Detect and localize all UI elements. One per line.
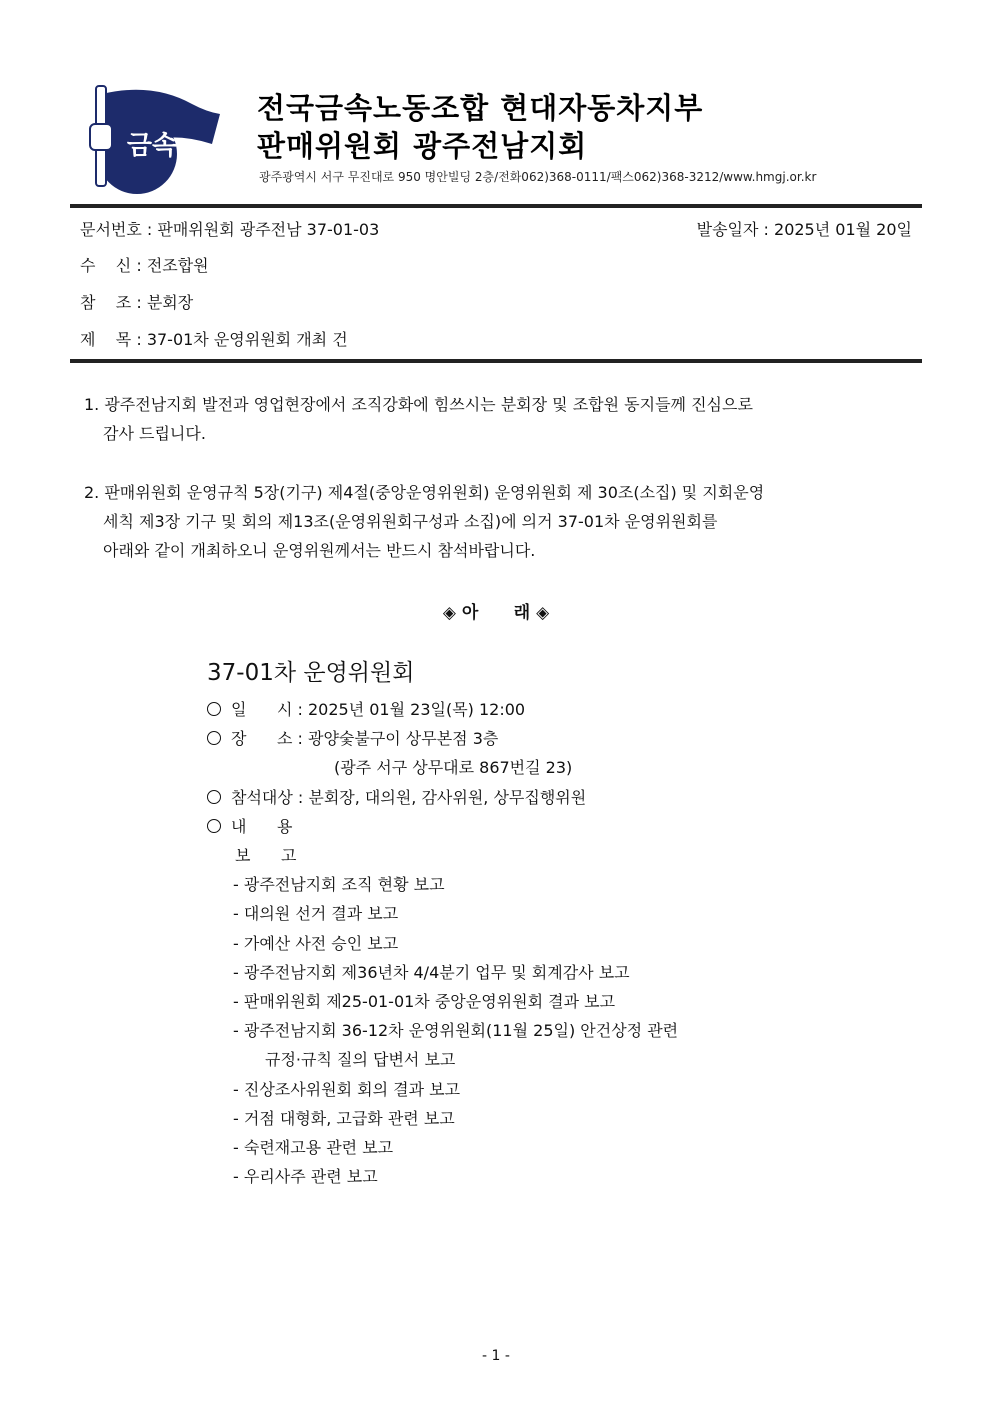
report-item: - 숙련재고용 관련 보고 xyxy=(233,1138,394,1157)
org-name-line1: 전국금속노동조합 현대자동차지부 xyxy=(257,91,704,125)
meeting-title: 37-01차 운영위원회 xyxy=(207,660,415,686)
report-item: - 거점 대형화, 고급화 관련 보고 xyxy=(233,1109,455,1128)
circle-bullet-icon xyxy=(207,702,221,716)
paragraph-2-line-1: 2. 판매위원회 운영규칙 5장(기구) 제4절(중앙운영위원회) 운영위원회 제 30조(소집) 및 지회운영 xyxy=(84,483,765,502)
doc-number: 문서번호 : 판매위원회 광주전남 37-01-03 xyxy=(80,220,380,239)
meeting-place-text: 장 소 : 광양숯불구이 상무본점 3층 xyxy=(231,729,499,748)
meeting-attendees-text: 참석대상 : 분회장, 대의원, 감사위원, 상무집행위원 xyxy=(231,788,587,807)
notice-heading: ◈ 아 래 ◈ xyxy=(442,603,550,623)
union-logo xyxy=(82,84,222,196)
report-item: - 우리사주 관련 보고 xyxy=(233,1167,378,1186)
meeting-place xyxy=(207,726,498,749)
circle-bullet-icon xyxy=(207,731,221,745)
circle-bullet-icon xyxy=(207,790,221,804)
report-item-continuation: 규정·규칙 질의 답변서 보고 xyxy=(265,1050,456,1069)
paragraph-1-line-2: 감사 드립니다. xyxy=(103,424,206,443)
report-item: - 진상조사위원회 회의 결과 보고 xyxy=(233,1080,461,1099)
meeting-content-label: 내 용 xyxy=(231,817,293,836)
report-item: - 광주전남지회 36-12차 운영위원회(11월 25일) 안건상정 관련 xyxy=(233,1021,679,1040)
meeting-place-detail: (광주 서구 상무대로 867번길 23) xyxy=(334,758,573,777)
reference: 참 조 : 분회장 xyxy=(80,293,194,312)
meta-divider xyxy=(70,359,922,363)
union-flag-icon xyxy=(82,84,222,196)
page-number: - 1 - xyxy=(482,1348,510,1364)
header-divider xyxy=(70,204,922,208)
org-address: 광주광역시 서구 무진대로 950 명안빌딩 2층/전화062)368-0111/팩스062)368-3212/www.hmgj.or.kr xyxy=(259,170,817,184)
circle-bullet-icon xyxy=(207,819,221,833)
subject: 제 목 : 37-01차 운영위원회 개최 건 xyxy=(80,330,348,349)
meeting-content xyxy=(207,814,292,837)
paragraph-2-line-3: 아래와 같이 개최하오니 운영위원께서는 반드시 참석바랍니다. xyxy=(103,541,536,560)
report-label: 보 고 xyxy=(235,846,297,865)
meeting-date-text: 일 시 : 2025년 01월 23일(목) 12:00 xyxy=(231,700,526,719)
report-item: - 가예산 사전 승인 보고 xyxy=(233,934,399,953)
paragraph-1 xyxy=(84,390,753,448)
meeting-attendees xyxy=(207,785,586,808)
logo-text: 금속 xyxy=(126,131,178,161)
report-item: - 광주전남지회 제36년차 4/4분기 업무 및 회계감사 보고 xyxy=(233,963,630,982)
send-date: 발송일자 : 2025년 01월 20일 xyxy=(696,220,912,239)
meeting-date xyxy=(207,697,525,720)
report-item: - 대의원 선거 결과 보고 xyxy=(233,904,399,923)
paragraph-2 xyxy=(84,478,764,565)
org-name-line2: 판매위원회 광주전남지회 xyxy=(257,129,588,163)
paragraph-2-line-2: 세칙 제3장 기구 및 회의 제13조(운영위원회구성과 소집)에 의거 37-01차 운영위원회를 xyxy=(103,512,718,531)
paragraph-1-line-1: 1. 광주전남지회 발전과 영업현장에서 조직강화에 힘쓰시는 분회장 및 조합원 동지들께 진심으로 xyxy=(84,395,753,414)
recipient: 수 신 : 전조합원 xyxy=(80,256,209,275)
report-item: - 광주전남지회 조직 현황 보고 xyxy=(233,875,445,894)
report-item: - 판매위원회 제25-01-01차 중앙운영위원회 결과 보고 xyxy=(233,992,616,1011)
